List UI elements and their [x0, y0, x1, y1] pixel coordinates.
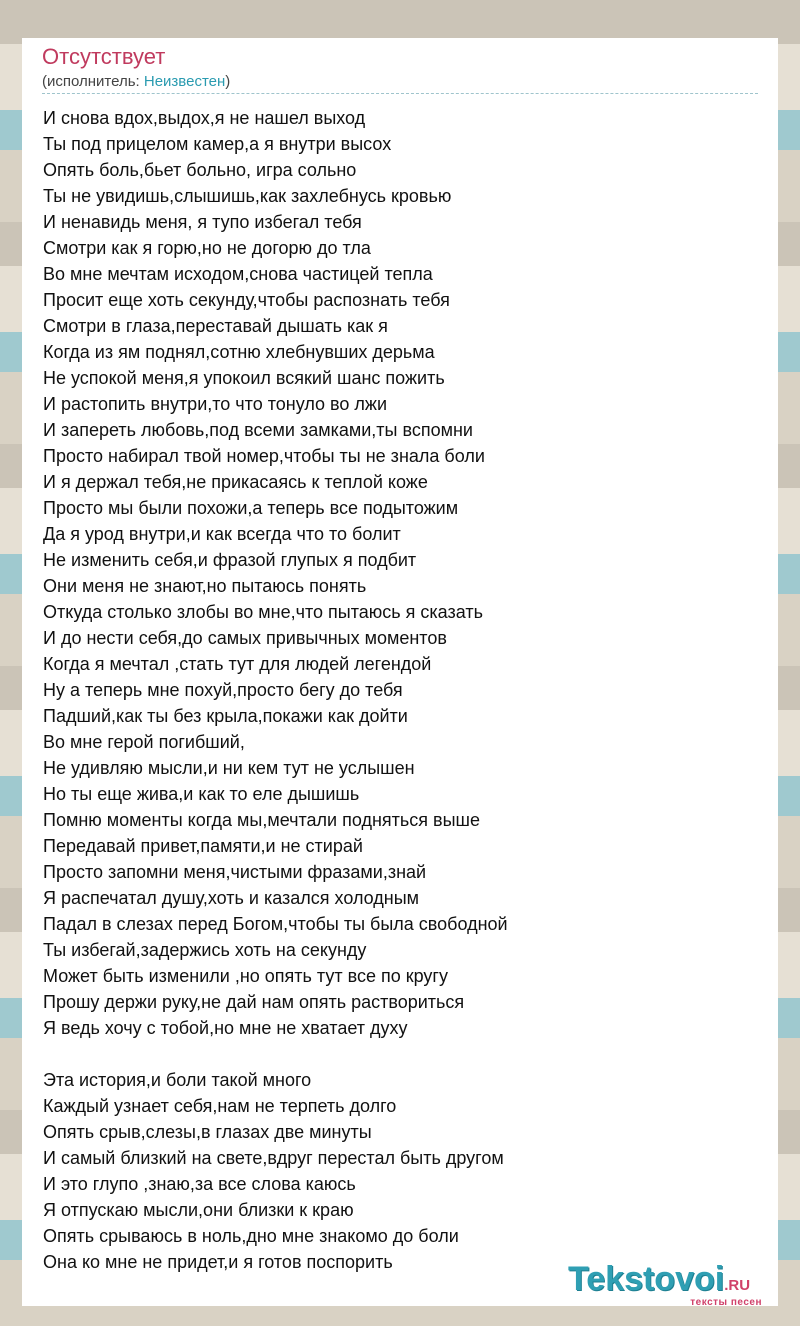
lyric-line: Но ты еще жива,и как то еле дышишь: [43, 784, 360, 804]
lyric-line: Во мне герой погибший,: [43, 732, 245, 752]
lyric-line: Передавай привет,памяти,и не стирай: [43, 836, 363, 856]
lyric-line: Ты не увидишь,слышишь,как захлебнусь кровью: [43, 186, 452, 206]
lyric-line: И снова вдох,выдох,я не нашел выход: [43, 108, 366, 128]
lyric-line: [43, 1041, 763, 1067]
lyric-line: И я держал тебя,не прикасаясь к теплой коже: [43, 472, 428, 492]
lyric-line: Опять срываюсь в ноль,дно мне знакомо до боли: [43, 1226, 459, 1246]
artist-line: [42, 73, 230, 91]
lyric-line: Не успокой меня,я упокоил всякий шанс пожить: [43, 368, 445, 388]
lyric-line: Не удивляю мысли,и ни кем тут не услышен: [43, 758, 415, 778]
song-title: Отсутствует: [42, 44, 166, 69]
artist-suffix: ): [225, 73, 231, 90]
lyric-line: Падший,как ты без крыла,покажи как дойти: [43, 706, 408, 726]
header-divider: [42, 93, 758, 94]
lyric-line: И до нести себя,до самых привычных моментов: [43, 628, 447, 648]
lyrics-card: [22, 38, 778, 1306]
lyric-line: Просто набирал твой номер,чтобы ты не знала боли: [43, 446, 485, 466]
lyric-line: Просто запомни меня,чистыми фразами,знай: [43, 862, 427, 882]
lyric-line: Они меня не знают,но пытаюсь понять: [43, 576, 367, 596]
lyric-line: И самый близкий на свете,вдруг перестал быть другом: [43, 1148, 504, 1168]
lyric-line: Когда я мечтал ,стать тут для людей легендой: [43, 654, 432, 674]
lyric-line: Ты избегай,задержись хоть на секунду: [43, 940, 367, 960]
logo-tagline: тексты песен: [690, 1297, 762, 1308]
lyric-line: Опять боль,бьет больно, игра сольно: [43, 160, 357, 180]
lyric-line: И ненавидь меня, я тупо избегал тебя: [43, 212, 362, 232]
lyric-line: Падал в слезах перед Богом,чтобы ты была свободной: [43, 914, 508, 934]
lyric-line: Смотри как я горю,но не догорю до тла: [43, 238, 371, 258]
lyric-line: Опять срыв,слезы,в глазах две минуты: [43, 1122, 372, 1142]
lyric-line: Может быть изменили ,но опять тут все по кругу: [43, 966, 448, 986]
lyric-line: Не изменить себя,и фразой глупых я подбит: [43, 550, 417, 570]
lyrics-body: [43, 105, 763, 1275]
lyric-line: Смотри в глаза,переставай дышать как я: [43, 316, 388, 336]
lyric-line: Она ко мне не придет,и я готов поспорить: [43, 1252, 393, 1272]
lyric-line: Ты под прицелом камер,а я внутри высох: [43, 134, 392, 154]
lyric-line: И растопить внутри,то что тонуло во лжи: [43, 394, 388, 414]
lyric-line: Ну а теперь мне похуй,просто бегу до тебя: [43, 680, 403, 700]
lyric-line: Помню моменты когда мы,мечтали подняться выше: [43, 810, 480, 830]
lyric-line: Когда из ям поднял,сотню хлебнувших дерьма: [43, 342, 435, 362]
artist-link[interactable]: Неизвестен: [143, 73, 226, 90]
lyric-line: Просто мы были похожи,а теперь все подытожим: [43, 498, 459, 518]
lyric-line: Откуда столько злобы во мне,что пытаюсь я сказать: [43, 602, 483, 622]
lyric-line: Просит еще хоть секунду,чтобы распознать тебя: [43, 290, 450, 310]
lyric-line: И запереть любовь,под всеми замками,ты вспомни: [43, 420, 473, 440]
lyric-line: Эта история,и боли такой много: [43, 1070, 312, 1090]
site-logo[interactable]: [568, 1262, 778, 1308]
lyric-line: Да я урод внутри,и как всегда что то болит: [43, 524, 401, 544]
lyric-line: И это глупо ,знаю,за все слова каюсь: [43, 1174, 356, 1194]
lyric-line: Я ведь хочу с тобой,но мне не хватает духу: [43, 1018, 408, 1038]
lyric-line: Во мне мечтам исходом,снова частицей тепла: [43, 264, 433, 284]
lyric-line: Я отпускаю мысли,они близки к краю: [43, 1200, 354, 1220]
lyric-line: Каждый узнает себя,нам не терпеть долго: [43, 1096, 397, 1116]
logo-tld: .RU: [724, 1277, 751, 1294]
artist-prefix: (исполнитель:: [42, 73, 144, 90]
lyric-line: Прошу держи руку,не дай нам опять раствориться: [43, 992, 465, 1012]
logo-main-text: Tekstovoi: [568, 1260, 725, 1298]
lyric-line: Я распечатал душу,хоть и казался холодным: [43, 888, 420, 908]
